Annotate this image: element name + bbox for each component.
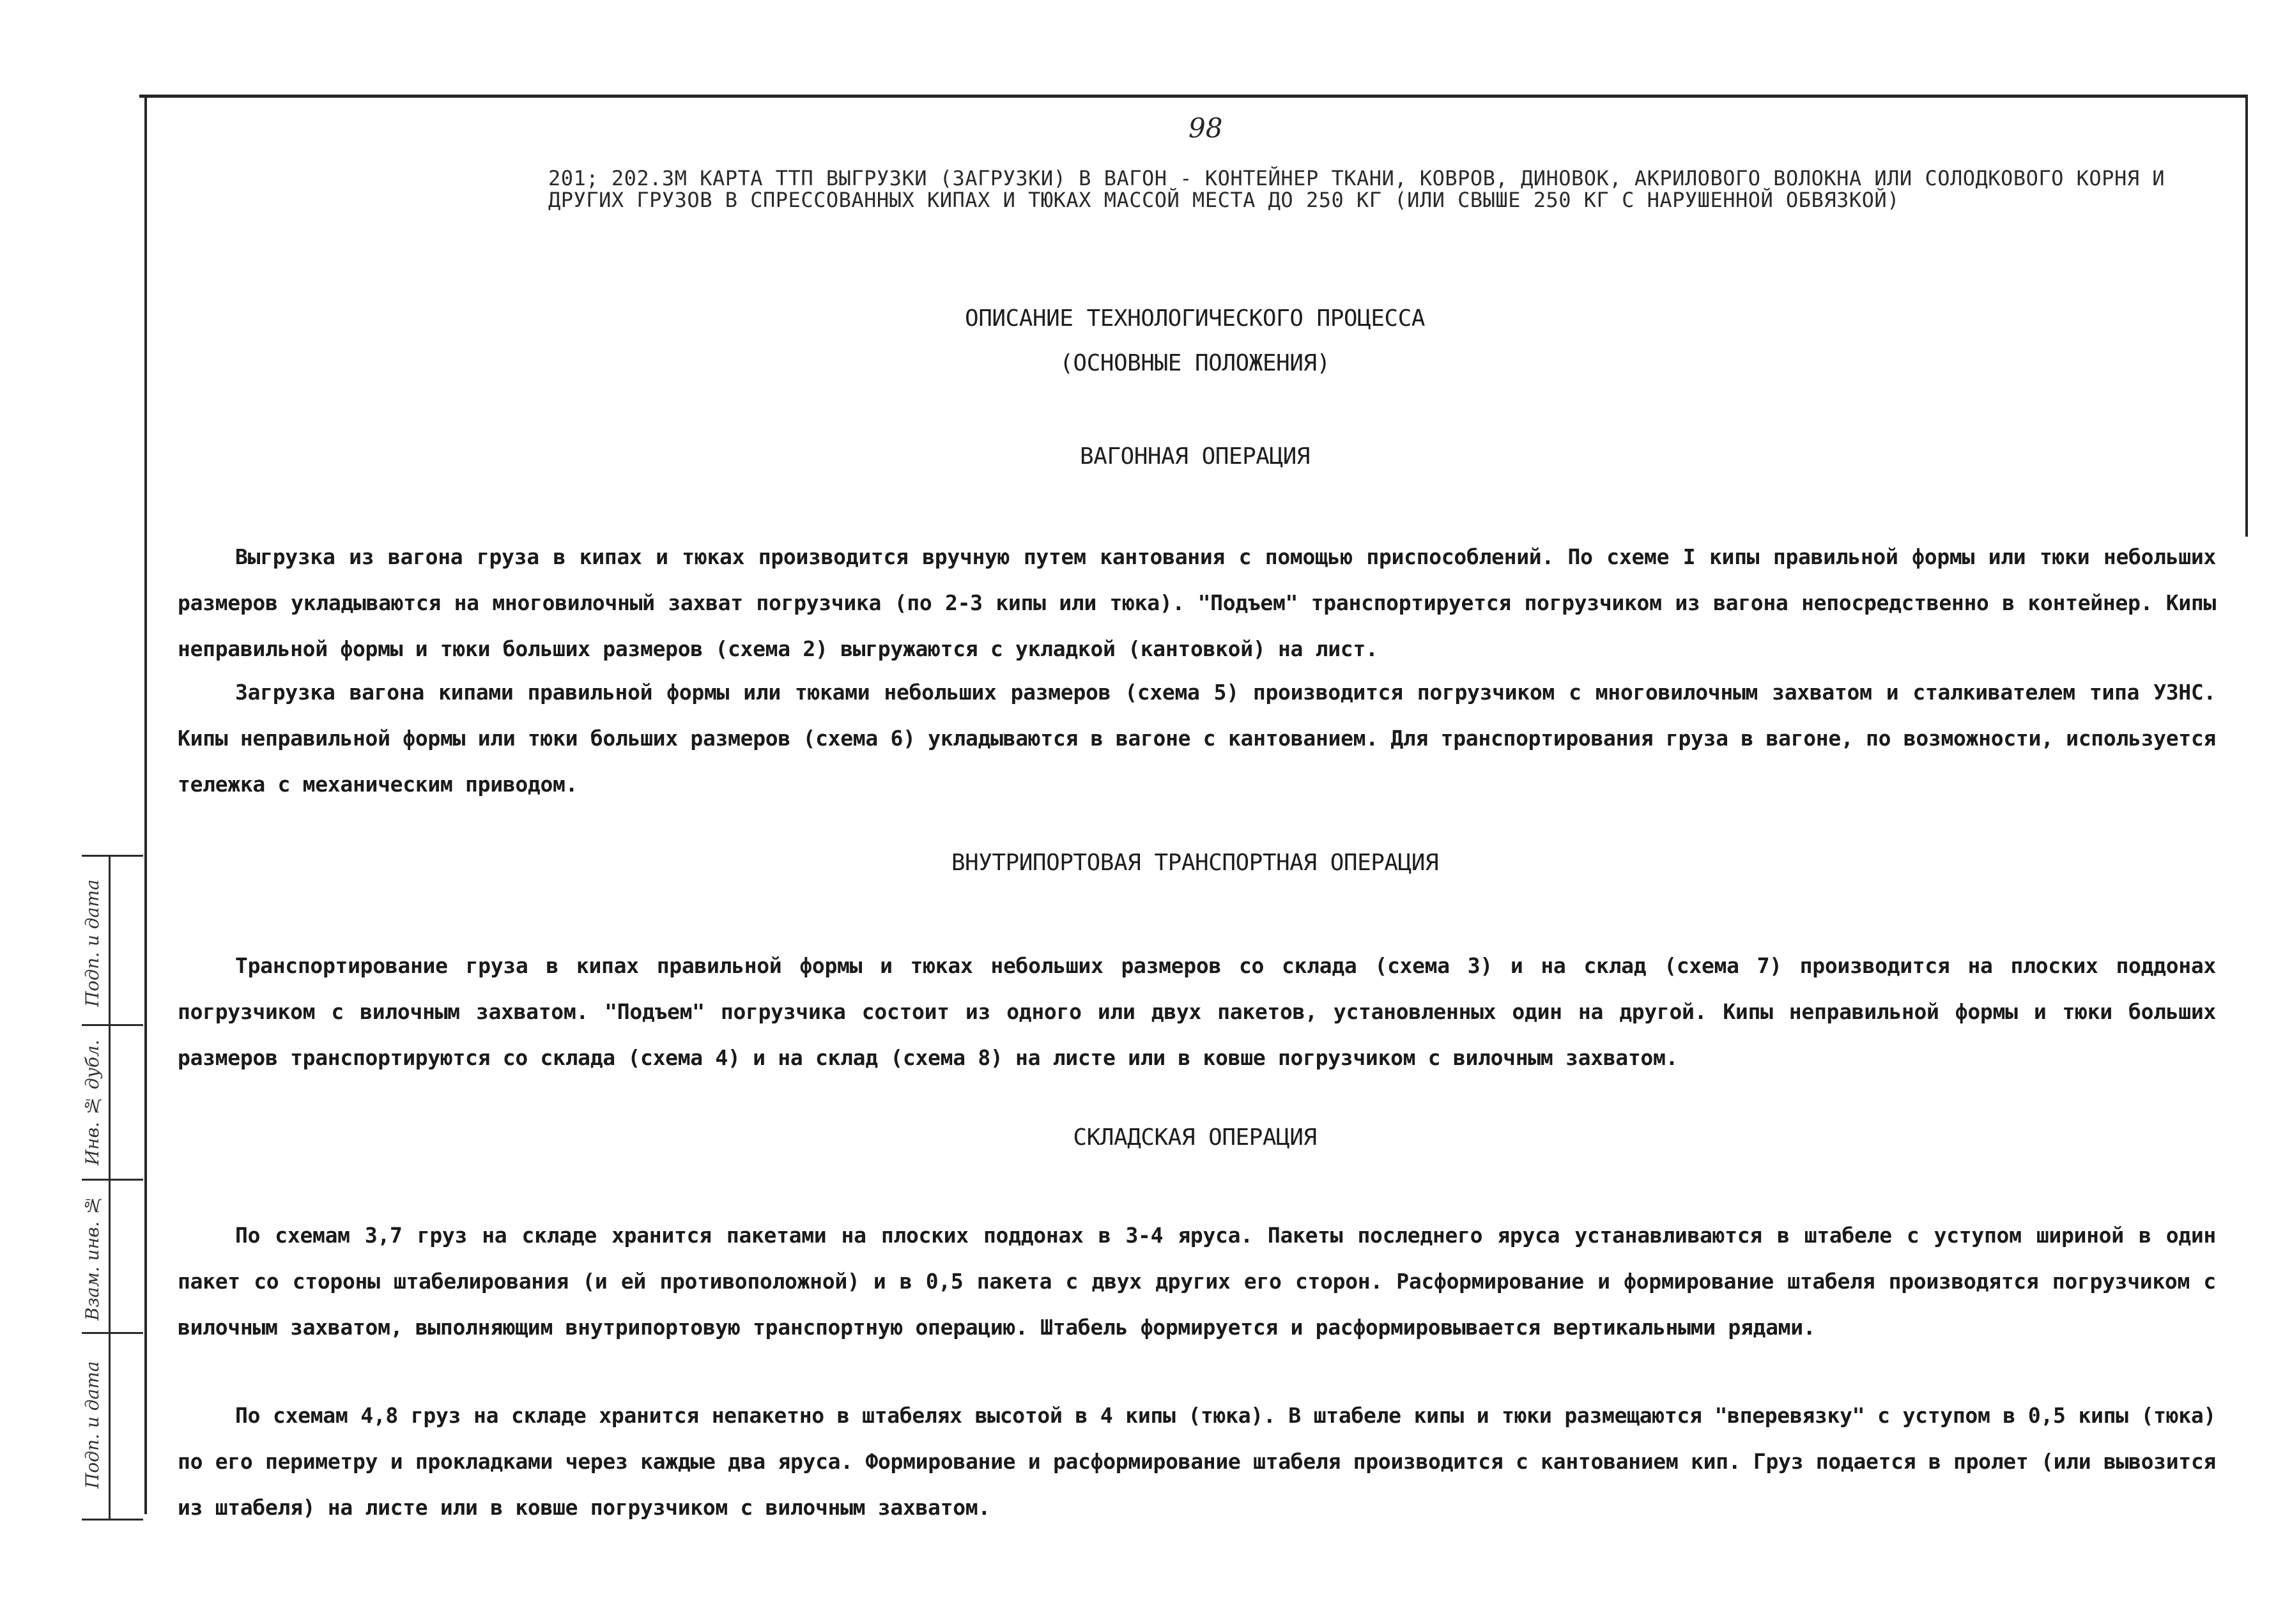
margin-stamp-row-line — [82, 1024, 143, 1026]
paragraph-wagon-unloading: Выгрузка из вагона груза в кипах и тюках производится вручную путем кантования с помощью приспособлений. По схеме I кипы правильной формы или тюки небольших размеров укладываются на многовилочный захват погрузчика (по 2-3 кипы или тюка). "Подъем" транспортируется погрузчиком из вагона непосредственно в контейнер. Кипы неправильной формы и тюки больших размеров (схема 2) выгружаются с укладкой (кантовкой) на лист. — [178, 544, 2216, 661]
margin-stamp-row-line — [82, 1179, 143, 1181]
sign-date-label-2: Подп. и дата — [82, 1361, 103, 1489]
description-title: ОПИСАНИЕ ТЕХНОЛОГИЧЕСКОГО ПРОЦЕССА — [965, 305, 1425, 332]
inv-dubl-label: Инв. № дубл. — [82, 1039, 103, 1166]
sign-date-label: Подп. и дата — [82, 879, 103, 1007]
margin-stamp-row-line — [82, 1332, 143, 1334]
paragraph-warehouse-packages: По схемам 3,7 груз на складе хранится пакетами на плоских поддонах в 3-4 яруса. Пакеты последнего яруса устанавливаются в штабеле с уступом шириной в один пакет со стороны штабелирования (и ей противоположной) и в 0,5 пакета с двух других его сторон. Расформирование и формирование штабеля производятся погрузчиком с вилочным захватом, выполняющим внутрипортовую транспортную операцию. Штабель формируется и расформировывается вертикальными рядами. — [178, 1223, 2216, 1340]
paragraph-warehouse-stacks: По схемам 4,8 груз на складе хранится непакетно в штабелях высотой в 4 кипы (тюка). В штабеле кипы и тюки размещаются "вперевязку" с уступом в 0,5 кипы (тюка) по его периметру и прокладками через каждые два яруса. Формирование и расформирование штабеля производится с кантованием кип. Груз подается в пролет (или вывозится из штабеля) на листе или в ковше погрузчиком с вилочным захватом. — [178, 1403, 2216, 1520]
page-number: 98 — [1188, 112, 1223, 144]
frame-right-border — [2245, 96, 2248, 537]
document-header: 201; 202.3М КАРТА ТТП ВЫГРУЗКИ (ЗАГРУЗКИ) В ВАГОН - КОНТЕЙНЕР ТКАНИ, КОВРОВ, ДИНОВОК, АКРИЛОВОГО ВОЛОКНА ИЛИ СОЛОДКОВОГО КОРНЯ И ДРУГИХ ГРУЗОВ В СПРЕССОВАННЫХ КИПАХ И ТЮКАХ МАССОЙ МЕСТА ДО 250 КГ (ИЛИ СВЫШЕ 250 КГ С НАРУШЕННОЙ ОБВЯЗКОЙ) — [548, 166, 2165, 212]
frame-top-border — [139, 95, 2248, 98]
wagon-operation-title: ВАГОННАЯ ОПЕРАЦИЯ — [1080, 443, 1310, 470]
description-subtitle: (ОСНОВНЫЕ ПОЛОЖЕНИЯ) — [1059, 350, 1330, 376]
warehouse-operation-title: СКЛАДСКАЯ ОПЕРАЦИЯ — [1073, 1124, 1317, 1151]
paragraph-wagon-loading: Загрузка вагона кипами правильной формы или тюками небольших размеров (схема 5) производится погрузчиком с многовилочным захватом и сталкивателем типа УЗНС. Кипы неправильной формы или тюки больших размеров (схема 6) укладываются в вагоне с кантованием. Для транспортирования груза в вагоне, по возможности, используется тележка с механическим приводом. — [178, 680, 2216, 797]
transport-operation-title: ВНУТРИПОРТОВАЯ ТРАНСПОРТНАЯ ОПЕРАЦИЯ — [951, 850, 1439, 876]
paragraph-transport: Транспортирование груза в кипах правильной формы и тюках небольших размеров со склада (схема 3) и на склад (схема 7) производится на плоских поддонах погрузчиком с вилочным захватом. "Подъем" погрузчика состоит из одного или двух пакетов, установленных один на другой. Кипы неправильной формы и тюки больших размеров транспортируются со склада (схема 4) и на склад (схема 8) на листе или в ковше погрузчиком с вилочным захватом. — [178, 953, 2216, 1070]
margin-stamp-table — [82, 855, 143, 1521]
vzam-inv-label: Взам. инв. № — [82, 1194, 103, 1321]
